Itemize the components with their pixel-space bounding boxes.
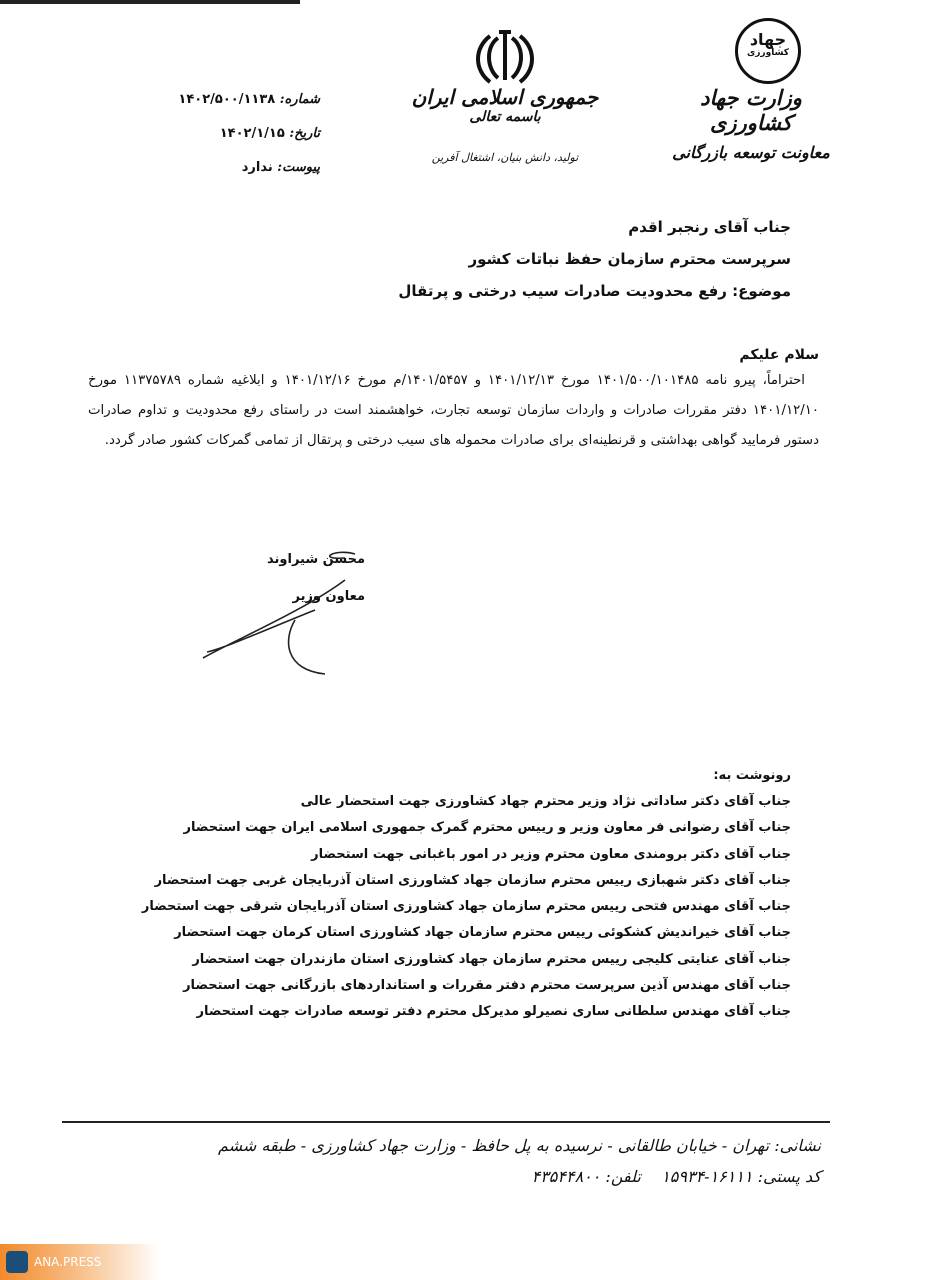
footer-divider <box>62 1121 830 1123</box>
letter-number: شماره: ۱۴۰۲/۵۰۰/۱۱۳۸ <box>178 92 320 107</box>
signature-block <box>255 552 365 626</box>
letter-body <box>88 344 819 456</box>
recipient-name: جناب آقای رنجبر اقدم <box>628 218 791 236</box>
ana-logo-icon <box>6 1251 28 1273</box>
body-paragraph: احتراماً، پیرو نامه ۱۴۰۱/۵۰۰/۱۰۱۴۸۵ مورخ ۱۴۰۱/۱۲/۱۳ و ۱۴۰۱/۵۴۵۷/م مورخ ۱۴۰۱/۱۲/۱۶ و ابلاغیه شماره ۱۱۳۷۵۷۸۹ مورخ ۱۴۰۱/۱۲/۱۰ دفتر مقررات صادرات و واردات سازمان توسعه تجارت، خواهشمند است در راستای رفع محدودیت و تداوم صادرات دستور فرمایید گواهی بهداشتی و قرنطینه‌ای برای صادرات محموله های سیب درختی و پرتقال از تمامی گمرکات کشور صادر گردد. <box>88 373 819 448</box>
cc-list <box>142 768 791 1026</box>
footer-address: نشانی: تهران - خیابان طالقانی - نرسیده به پل حافظ - وزارت جهاد کشاورزی - طبقه ششم <box>217 1136 821 1155</box>
ministry-logo: جهاد کشاورزی <box>735 18 801 84</box>
ministry-heading <box>666 85 836 162</box>
recipient-block <box>398 218 791 314</box>
iran-emblem-icon <box>472 28 538 84</box>
cc-item: جناب آقای دکتر شهبازی رییس محترم سازمان جهاد کشاورزی استان آذربایجان غربی جهت استحضار <box>154 872 791 888</box>
letter-attachment: پیوست: ندارد <box>241 160 320 175</box>
bismillah: باسمه تعالی <box>469 109 541 125</box>
signer-name: محسن شیراوند <box>267 552 365 567</box>
cc-item: جناب آقای مهندس آذین سرپرست محترم دفتر مقررات و استانداردهای بازرگانی جهت استحضار <box>183 978 791 994</box>
top-border <box>0 0 300 4</box>
ministry-name: وزارت جهاد کشاورزی <box>700 85 802 135</box>
recipient-title: سرپرست محترم سازمان حفظ نباتات کشور <box>468 250 791 268</box>
signer-title: معاون وزیر <box>292 589 365 604</box>
footer <box>218 1136 821 1198</box>
greeting: سلام علیکم <box>739 347 819 363</box>
deputy-name: معاونت توسعه بازرگانی <box>672 143 830 162</box>
cc-item: جناب آقای دکتر برومندی معاون محترم وزیر در امور باغبانی جهت استحضار <box>311 846 791 862</box>
letter-meta <box>150 92 320 194</box>
republic-title: جمهوری اسلامی ایران <box>411 85 599 109</box>
cc-item: جناب آقای عنایتی کلیجی رییس محترم سازمان جهاد کشاورزی استان مازندران جهت استحضار <box>192 951 791 967</box>
subject-line: موضوع: رفع محدودیت صادرات سیب درختی و پرتقال <box>398 282 791 300</box>
watermark: ANA.PRESS <box>0 1244 160 1280</box>
republic-heading <box>400 30 610 164</box>
cc-heading: رونوشت به: <box>713 768 791 783</box>
cc-item: جناب آقای مهندس سلطانی ساری نصیرلو مدیرکل محترم دفتر توسعه صادرات جهت استحضار <box>196 1004 791 1020</box>
cc-item: جناب آقای مهندس فتحی رییس محترم سازمان جهاد کشاورزی استان آذربایجان شرقی جهت استحضار <box>141 899 791 915</box>
letter-date: تاریخ: ۱۴۰۲/۱/۱۵ <box>219 126 320 141</box>
footer-contact: کد پستی: ۱۶۱۱۱-۱۵۹۳۴ تلفن: ۴۳۵۴۴۸۰۰ <box>531 1167 821 1186</box>
cc-item: جناب آقای دکتر ساداتی نژاد وزیر محترم جهاد کشاورزی جهت استحضار عالی <box>300 794 791 809</box>
cc-item: جناب آقای خیراندیش کشکوئی رییس محترم سازمان جهاد کشاورزی استان کرمان جهت استحضار <box>174 925 791 941</box>
cc-item: جناب آقای رضوانی فر معاون وزیر و رییس محترم گمرک جمهوری اسلامی ایران جهت استحضار <box>183 820 791 836</box>
slogan: تولید، دانش بنیان، اشتغال آفرین <box>431 151 579 164</box>
